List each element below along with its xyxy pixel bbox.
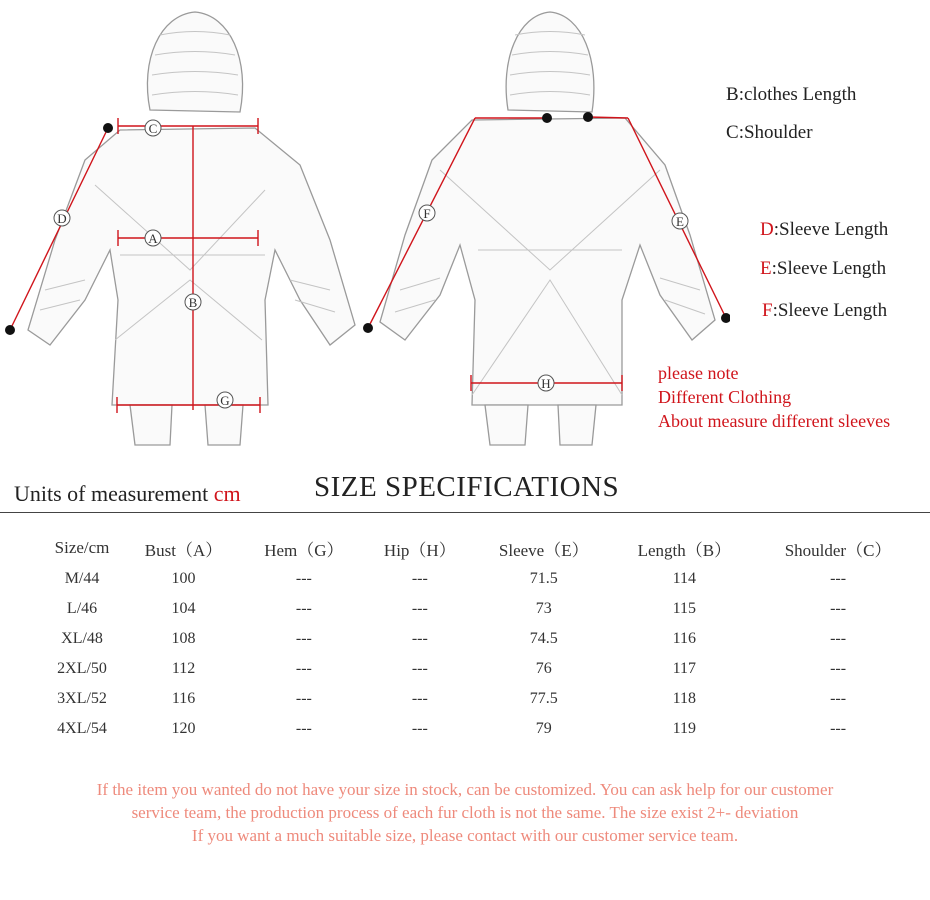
legend-d-text: :Sleeve Length	[773, 219, 889, 240]
divider	[0, 512, 930, 513]
cell-sleeve: 77.5	[529, 690, 558, 707]
table-row	[40, 624, 920, 654]
cell-hem: ---	[295, 630, 312, 647]
marker-b: B	[188, 295, 198, 310]
legend-e	[760, 258, 886, 280]
table-row	[40, 564, 920, 594]
marker-h: H	[541, 376, 551, 391]
cell-length: 114	[672, 570, 697, 587]
units-label	[14, 481, 241, 507]
header-hip: Hip（H）	[383, 540, 456, 560]
front-view-diagram	[0, 0, 370, 450]
cell-size: 4XL/54	[57, 720, 107, 737]
cell-hem: ---	[295, 600, 312, 617]
cell-shoulder: ---	[830, 630, 847, 647]
cell-hip: ---	[411, 690, 428, 707]
cell-size: XL/48	[61, 630, 103, 647]
legend-e-key: E	[760, 258, 772, 279]
cell-bust: 100	[171, 570, 196, 587]
header-bust: Bust（A）	[144, 540, 223, 560]
cell-hem: ---	[295, 690, 312, 707]
table-row	[40, 654, 920, 684]
footer-line-1: If the item you wanted do not have your size in stock, can be customized. You can ask help for our customer	[96, 780, 834, 799]
header-hem: Hem（G）	[264, 540, 344, 560]
cell-hem: ---	[295, 660, 312, 677]
header-sleeve: Sleeve（E）	[498, 540, 589, 560]
legend-b-key: B	[726, 84, 739, 105]
page-title: SIZE SPECIFICATIONS	[314, 471, 620, 503]
cell-size: 2XL/50	[57, 660, 107, 677]
cell-shoulder: ---	[830, 570, 847, 587]
marker-c: C	[148, 121, 158, 136]
table-header-row	[40, 532, 920, 564]
cell-bust: 120	[171, 720, 196, 737]
legend-e-text: :Sleeve Length	[771, 258, 887, 279]
cell-hem: ---	[295, 720, 312, 737]
units-text: Units of measurement	[14, 481, 214, 506]
legend-c-text: :Shoulder	[738, 122, 813, 143]
cell-sleeve: 74.5	[529, 630, 558, 647]
cell-hip: ---	[411, 630, 428, 647]
note-line-2: Different Clothing	[658, 387, 792, 407]
legend-d-key: D	[760, 219, 774, 240]
cell-sleeve: 71.5	[529, 570, 558, 587]
marker-a: A	[148, 231, 158, 246]
legend-d	[760, 219, 888, 241]
cell-hip: ---	[411, 570, 428, 587]
cell-length: 116	[672, 630, 697, 647]
cell-hip: ---	[411, 720, 428, 737]
cell-hip: ---	[411, 600, 428, 617]
cell-size: 3XL/52	[57, 690, 107, 707]
cell-length: 115	[672, 600, 697, 617]
marker-g: G	[220, 393, 230, 408]
header-size: Size/cm	[54, 538, 110, 557]
cell-bust: 116	[171, 690, 196, 707]
cell-length: 117	[672, 660, 697, 677]
legend-c	[726, 122, 813, 144]
table-row	[40, 684, 920, 714]
legend-b-text: :clothes Length	[738, 84, 857, 105]
note-line-3: About measure different sleeves	[658, 411, 891, 431]
footer-line-3: If you want a much suitable size, please contact with our customer service team.	[191, 826, 739, 845]
cell-sleeve: 73	[535, 600, 552, 617]
cell-hip: ---	[411, 660, 428, 677]
header-length: Length（B）	[637, 540, 732, 560]
marker-e: E	[676, 214, 684, 229]
cell-sleeve: 79	[535, 720, 552, 737]
footer-line-2: service team, the production process of each fur cloth is not the same. The size exist 2+- deviation	[131, 803, 799, 822]
cell-size: M/44	[64, 570, 100, 587]
legend-f-text: :Sleeve Length	[772, 300, 888, 321]
cell-size: L/46	[66, 600, 98, 617]
marker-d: D	[57, 211, 67, 226]
cell-length: 119	[672, 720, 697, 737]
cell-bust: 112	[171, 660, 196, 677]
cell-sleeve: 76	[535, 660, 552, 677]
cell-shoulder: ---	[830, 600, 847, 617]
units-value: cm	[213, 481, 241, 506]
cell-shoulder: ---	[830, 720, 847, 737]
cell-bust: 104	[171, 600, 196, 617]
table-row	[40, 594, 920, 624]
cell-length: 118	[672, 690, 697, 707]
legend-b	[726, 84, 856, 106]
size-table	[40, 532, 920, 744]
legend-f-key: F	[762, 300, 773, 321]
cell-shoulder: ---	[830, 690, 847, 707]
cell-shoulder: ---	[830, 660, 847, 677]
cell-hem: ---	[295, 570, 312, 587]
legend-c-key: C	[726, 122, 739, 143]
cell-bust: 108	[171, 630, 196, 647]
header-shoulder: Shoulder（C）	[784, 540, 892, 560]
marker-f: F	[423, 206, 431, 221]
legend-f	[762, 300, 887, 322]
table-row	[40, 714, 920, 744]
note-line-1: please note	[658, 363, 739, 383]
